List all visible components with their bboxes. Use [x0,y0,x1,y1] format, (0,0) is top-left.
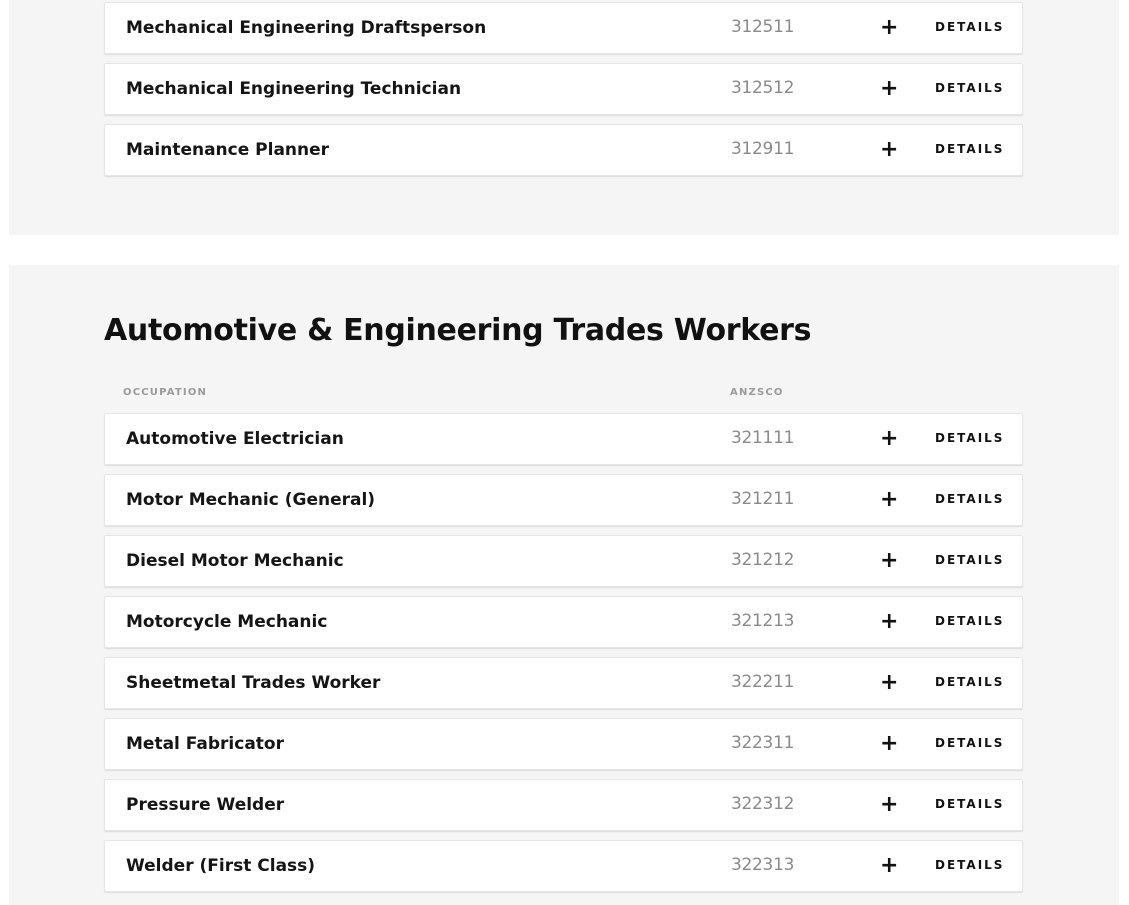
add-plus-icon[interactable]: + [880,15,899,40]
occupation-name: Diesel Motor Mechanic [126,551,344,571]
details-link[interactable]: DETAILS [935,142,1005,156]
details-link[interactable]: DETAILS [935,553,1005,567]
occupation-name: Welder (First Class) [126,856,316,876]
occupation-name: Motor Mechanic (General) [126,490,376,510]
occupation-name: Sheetmetal Trades Worker [126,673,381,693]
add-plus-icon[interactable]: + [880,487,899,512]
occupation-row[interactable] [104,535,1023,587]
add-plus-icon[interactable]: + [880,853,899,878]
occupation-name: Maintenance Planner [126,140,330,160]
anzsco-code: 322311 [731,733,795,753]
occupation-name: Motorcycle Mechanic [126,612,328,632]
occupation-name: Metal Fabricator [126,734,284,754]
details-link[interactable]: DETAILS [935,736,1005,750]
details-link[interactable]: DETAILS [935,20,1005,34]
occupation-row[interactable] [104,63,1023,115]
anzsco-code: 312911 [731,139,795,159]
occupation-row[interactable] [104,413,1023,465]
anzsco-code: 322313 [731,855,795,875]
occupation-section-automotive [9,265,1119,905]
anzsco-code: 322211 [731,672,795,692]
anzsco-code: 322312 [731,794,795,814]
anzsco-code: 321212 [731,550,795,570]
details-link[interactable]: DETAILS [935,797,1005,811]
anzsco-code: 312512 [731,78,795,98]
add-plus-icon[interactable]: + [880,426,899,451]
occupation-section-previous [9,0,1119,235]
occupation-row[interactable] [104,124,1023,176]
details-link[interactable]: DETAILS [935,675,1005,689]
anzsco-code: 321211 [731,489,795,509]
add-plus-icon[interactable]: + [880,670,899,695]
occupation-row[interactable] [104,657,1023,709]
occupation-name: Pressure Welder [126,795,285,815]
anzsco-code: 321111 [731,428,795,448]
add-plus-icon[interactable]: + [880,731,899,756]
anzsco-code: 321213 [731,611,795,631]
occupation-name: Mechanical Engineering Technician [126,79,462,99]
add-plus-icon[interactable]: + [880,137,899,162]
occupation-row[interactable] [104,596,1023,648]
details-link[interactable]: DETAILS [935,858,1005,872]
add-plus-icon[interactable]: + [880,792,899,817]
occupation-row[interactable] [104,718,1023,770]
occupation-row[interactable] [104,840,1023,892]
occupation-name: Mechanical Engineering Draftsperson [126,18,487,38]
column-header-anzsco: ANZSCO [730,387,784,398]
occupation-row[interactable] [104,779,1023,831]
add-plus-icon[interactable]: + [880,76,899,101]
column-header-occupation: OCCUPATION [123,387,208,398]
anzsco-code: 312511 [731,17,795,37]
occupation-row[interactable] [104,474,1023,526]
details-link[interactable]: DETAILS [935,614,1005,628]
details-link[interactable]: DETAILS [935,492,1005,506]
add-plus-icon[interactable]: + [880,548,899,573]
add-plus-icon[interactable]: + [880,609,899,634]
section-title: Automotive & Engineering Trades Workers [104,313,812,348]
details-link[interactable]: DETAILS [935,431,1005,445]
occupation-name: Automotive Electrician [126,429,344,449]
occupation-row[interactable] [104,2,1023,54]
details-link[interactable]: DETAILS [935,81,1005,95]
